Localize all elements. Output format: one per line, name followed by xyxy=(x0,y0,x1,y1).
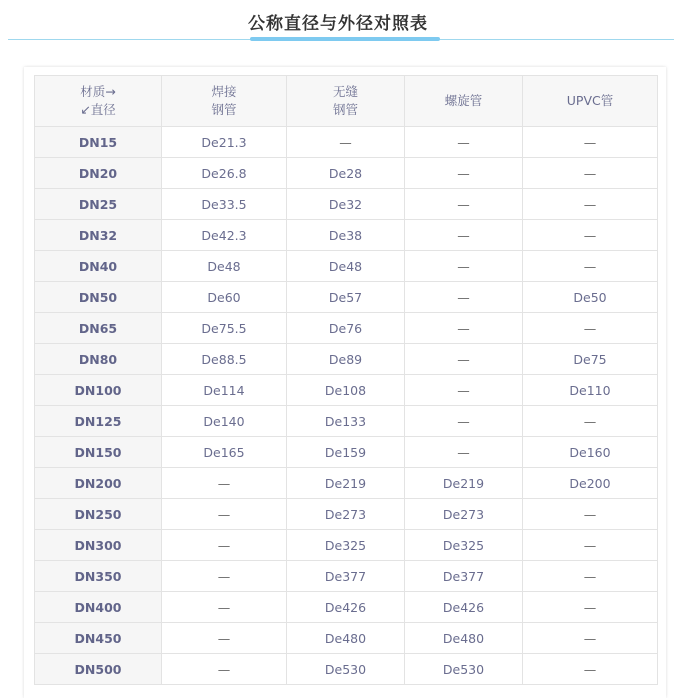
spiral-cell: — xyxy=(405,127,523,158)
seamless-cell: De32 xyxy=(287,189,405,220)
header-line: 螺旋管 xyxy=(444,93,483,108)
welded-cell: — xyxy=(162,499,287,530)
header-corner-cell xyxy=(35,76,162,127)
upvc-cell: De75 xyxy=(523,344,658,375)
table-row xyxy=(35,530,658,561)
welded-cell: — xyxy=(162,561,287,592)
dn-cell: DN40 xyxy=(35,251,162,282)
upvc-cell: — xyxy=(523,251,658,282)
dn-cell: DN350 xyxy=(35,561,162,592)
welded-cell: — xyxy=(162,654,287,685)
welded-cell: De60 xyxy=(162,282,287,313)
spiral-cell: De273 xyxy=(405,499,523,530)
table-row xyxy=(35,313,658,344)
upvc-cell: — xyxy=(523,220,658,251)
table-row xyxy=(35,468,658,499)
header-line: 焊接 xyxy=(211,84,237,99)
dn-cell: DN100 xyxy=(35,375,162,406)
seamless-cell: De108 xyxy=(287,375,405,406)
seamless-cell: De377 xyxy=(287,561,405,592)
upvc-cell: De200 xyxy=(523,468,658,499)
welded-cell: De88.5 xyxy=(162,344,287,375)
seamless-cell: De38 xyxy=(287,220,405,251)
table-body xyxy=(35,127,658,685)
spiral-cell: — xyxy=(405,313,523,344)
upvc-cell: — xyxy=(523,313,658,344)
table-card xyxy=(24,67,666,698)
upvc-cell: — xyxy=(523,623,658,654)
dn-cell: DN20 xyxy=(35,158,162,189)
header-line: 钢管 xyxy=(211,102,237,117)
upvc-cell: — xyxy=(523,592,658,623)
spiral-cell: — xyxy=(405,220,523,251)
table-row xyxy=(35,592,658,623)
pipe-diameter-table xyxy=(34,75,658,685)
spiral-cell: De219 xyxy=(405,468,523,499)
seamless-cell: De133 xyxy=(287,406,405,437)
title-bar xyxy=(0,0,676,44)
header-line: ↙直径 xyxy=(80,102,116,117)
welded-cell: De33.5 xyxy=(162,189,287,220)
seamless-cell: De273 xyxy=(287,499,405,530)
table-row xyxy=(35,344,658,375)
upvc-cell: De50 xyxy=(523,282,658,313)
header-welded xyxy=(162,76,287,127)
page-title: 公称直径与外径对照表 xyxy=(248,14,428,34)
welded-cell: De75.5 xyxy=(162,313,287,344)
header-upvc xyxy=(523,76,658,127)
table-row xyxy=(35,499,658,530)
seamless-cell: De325 xyxy=(287,530,405,561)
seamless-cell: De159 xyxy=(287,437,405,468)
seamless-cell: De219 xyxy=(287,468,405,499)
spiral-cell: De480 xyxy=(405,623,523,654)
header-seamless xyxy=(287,76,405,127)
table-row xyxy=(35,561,658,592)
seamless-cell: De480 xyxy=(287,623,405,654)
seamless-cell: De76 xyxy=(287,313,405,344)
title-accent-bar xyxy=(250,37,440,41)
upvc-cell: — xyxy=(523,561,658,592)
welded-cell: De42.3 xyxy=(162,220,287,251)
welded-cell: De48 xyxy=(162,251,287,282)
dn-cell: DN500 xyxy=(35,654,162,685)
table-row xyxy=(35,623,658,654)
welded-cell: De114 xyxy=(162,375,287,406)
upvc-cell: De160 xyxy=(523,437,658,468)
upvc-cell: — xyxy=(523,189,658,220)
table-row xyxy=(35,127,658,158)
dn-cell: DN50 xyxy=(35,282,162,313)
table-row xyxy=(35,189,658,220)
dn-cell: DN300 xyxy=(35,530,162,561)
upvc-cell: — xyxy=(523,530,658,561)
dn-cell: DN65 xyxy=(35,313,162,344)
welded-cell: — xyxy=(162,623,287,654)
upvc-cell: — xyxy=(523,654,658,685)
seamless-cell: De89 xyxy=(287,344,405,375)
dn-cell: DN80 xyxy=(35,344,162,375)
upvc-cell: — xyxy=(523,499,658,530)
seamless-cell: De57 xyxy=(287,282,405,313)
upvc-cell: — xyxy=(523,127,658,158)
table-row xyxy=(35,158,658,189)
welded-cell: De165 xyxy=(162,437,287,468)
table-row xyxy=(35,220,658,251)
welded-cell: De21.3 xyxy=(162,127,287,158)
upvc-cell: — xyxy=(523,406,658,437)
welded-cell: — xyxy=(162,468,287,499)
header-line: 材质→ xyxy=(80,84,116,99)
seamless-cell: De426 xyxy=(287,592,405,623)
seamless-cell: De530 xyxy=(287,654,405,685)
spiral-cell: — xyxy=(405,406,523,437)
table-row xyxy=(35,406,658,437)
spiral-cell: — xyxy=(405,282,523,313)
seamless-cell: — xyxy=(287,127,405,158)
spiral-cell: — xyxy=(405,437,523,468)
dn-cell: DN32 xyxy=(35,220,162,251)
table-header xyxy=(35,76,658,127)
upvc-cell: De110 xyxy=(523,375,658,406)
spiral-cell: — xyxy=(405,189,523,220)
header-row xyxy=(35,76,658,127)
dn-cell: DN15 xyxy=(35,127,162,158)
welded-cell: — xyxy=(162,530,287,561)
spiral-cell: De325 xyxy=(405,530,523,561)
table-row xyxy=(35,654,658,685)
table-row xyxy=(35,437,658,468)
seamless-cell: De28 xyxy=(287,158,405,189)
spiral-cell: — xyxy=(405,158,523,189)
dn-cell: DN125 xyxy=(35,406,162,437)
header-line: 钢管 xyxy=(332,102,358,117)
dn-cell: DN150 xyxy=(35,437,162,468)
welded-cell: — xyxy=(162,592,287,623)
seamless-cell: De48 xyxy=(287,251,405,282)
header-line: 无缝 xyxy=(332,84,358,99)
table-row xyxy=(35,251,658,282)
table-row xyxy=(35,282,658,313)
spiral-cell: — xyxy=(405,375,523,406)
dn-cell: DN400 xyxy=(35,592,162,623)
table-row xyxy=(35,375,658,406)
welded-cell: De140 xyxy=(162,406,287,437)
welded-cell: De26.8 xyxy=(162,158,287,189)
dn-cell: DN200 xyxy=(35,468,162,499)
upvc-cell: — xyxy=(523,158,658,189)
spiral-cell: De377 xyxy=(405,561,523,592)
spiral-cell: De530 xyxy=(405,654,523,685)
dn-cell: DN250 xyxy=(35,499,162,530)
header-line: UPVC管 xyxy=(566,93,614,108)
spiral-cell: De426 xyxy=(405,592,523,623)
dn-cell: DN25 xyxy=(35,189,162,220)
spiral-cell: — xyxy=(405,251,523,282)
dn-cell: DN450 xyxy=(35,623,162,654)
header-spiral xyxy=(405,76,523,127)
spiral-cell: — xyxy=(405,344,523,375)
